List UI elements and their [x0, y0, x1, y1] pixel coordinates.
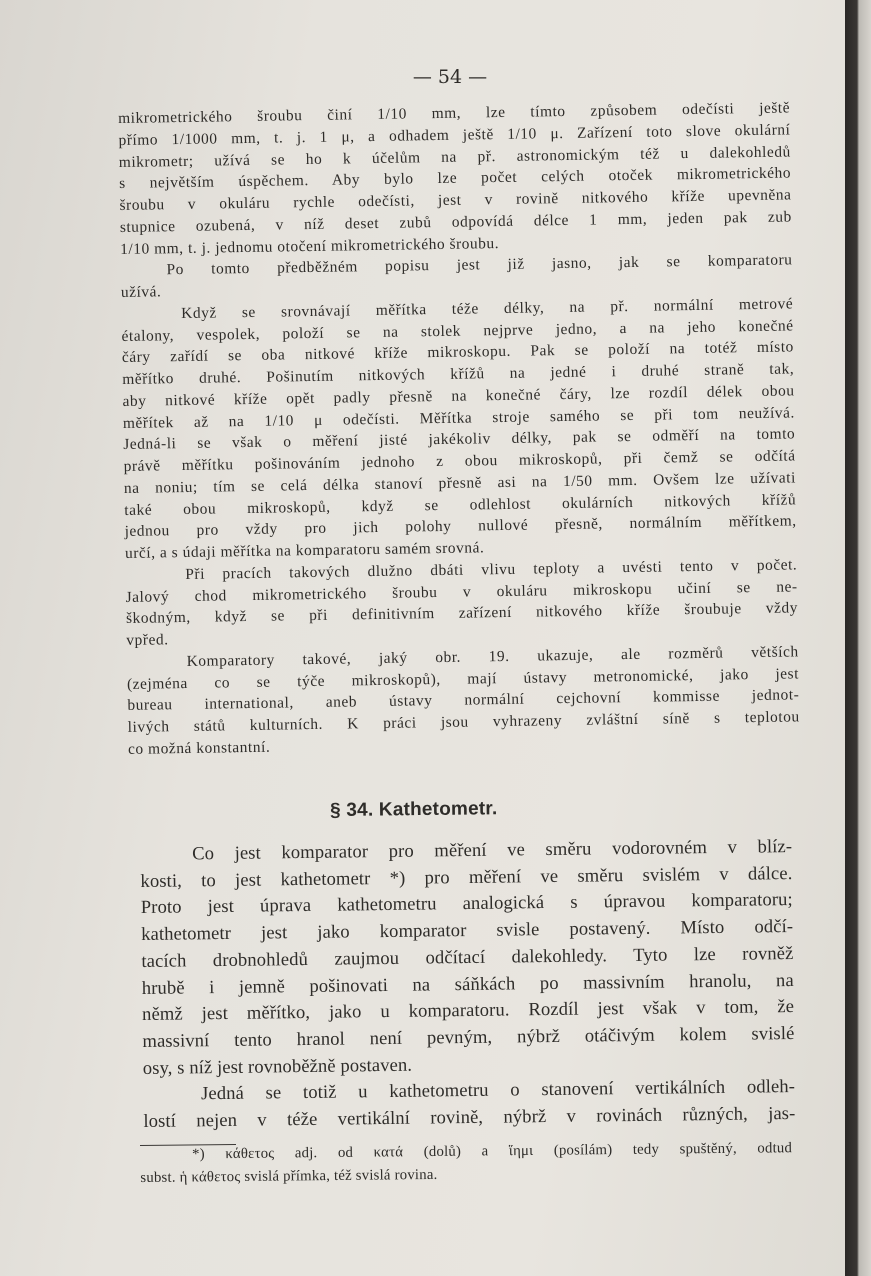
text-line: právě měřítku pošinováním jednoho z obou mikroskopů, při čemž se odčítá [123, 447, 796, 475]
page-number: — 54 — [412, 66, 488, 88]
text-line: étalony, vespolek, položí se na stolek nejprve jedno, a na jeho konečné [121, 316, 794, 345]
text-line: čáry zařídí se oba nitkové kříže mikroskopu. Pak se položí na totéž místo [121, 338, 794, 367]
text-line: osy, s níž jest rovnoběžně postaven. [142, 1054, 413, 1079]
body-text-large [140, 834, 796, 1136]
text-line: kathetometr jest jako komparator svisle postavený. Místo odčí- [141, 916, 794, 946]
text-line: škodným, když se při definitivním zařízení nitkového kříže šroubuje vždy [125, 599, 799, 628]
text-line: Když se srovnávají měřítka téže délky, na př. normální metrové [181, 295, 794, 322]
text-line: vpřed. [126, 631, 169, 649]
text-line: mikrometrického šroubu činí 1/10 mm, lze tímto způsobem odečísti ještě [118, 99, 791, 127]
footnote-line: *) κάθετος adj. od κατά (dolů) a ἵημι (posílám) tedy spuštěný, odtud [192, 1140, 793, 1163]
text-line: mikrometr; užívá se ho k účelům na př. astronomickým též u dalekohledů [118, 142, 791, 171]
text-line: lostí nejen v téže vertikální rovině, nýbrž v rovinách různých, jas- [143, 1103, 796, 1133]
book-binding-edge [845, 0, 871, 1276]
text-line: Proto jest úprava kathetometru analogická s úpravou komparatoru; [140, 889, 793, 919]
text-line: 1/10 mm, t. j. jednomu otočení mikrometrického šroubu. [120, 234, 500, 258]
text-line: tacích drobnohledů zaujmou odčítací dalekohledy. Tyto lze rovněž [141, 942, 794, 972]
footnote-line: subst. ἡ κάθετος svislá přímka, též svislá rovina. [140, 1166, 438, 1186]
text-line: bureau international, aneb ústavy normální cejchovní kommisse jednot- [127, 686, 800, 715]
text-line: Komparatory takové, jaký obr. 19. ukazuje, ale rozměrů větších [186, 643, 799, 670]
text-line: Co jest komparator pro měření ve směru vodorovném v blíz- [192, 836, 793, 865]
section-heading: § 34. Kathetometr. [330, 798, 498, 821]
text-line: určí, a s údaji měřítka na komparatoru samém srovná. [124, 539, 485, 562]
text-line: kosti, to jest kathetometr *) pro měření ve směru svislém v dálce. [140, 862, 793, 892]
text-line: Po tomto předběžném popisu jest již jasno, jak se komparatoru [166, 251, 793, 279]
text-line: co možná konstantní. [127, 738, 271, 758]
text-line: Jedná se totiž u kathetometru o stanovení vertikálních odleh- [200, 1076, 796, 1105]
text-line: Jalový chod mikrometrického šroubu v okuláru mikroskopu učiní se ne- [125, 577, 798, 606]
body-text-small [118, 97, 800, 760]
text-line: užívá. [120, 283, 162, 301]
text-line: šroubu v okuláru rychle odečísti, jest v rovině nitkového kříže upevněna [119, 186, 792, 214]
text-line: (zejména co se týče mikroskopů), mají ústavy metronomické, jako jest [126, 664, 800, 693]
text-line: měřítek až na 1/10 μ odečísti. Měřítka stroje samého se při tom neužívá. [122, 403, 795, 432]
text-line: massivní tento hranol není pevným, nýbrž otáčivým kolem svislé [142, 1022, 795, 1052]
text-line: také obou mikroskopů, když se odlehlost okulárních nitkových křížů [124, 490, 797, 519]
text-line: měřítko druhé. Pošinutím nitkových křížů na jedné i druhé straně tak, [122, 360, 795, 388]
text-line: Jedná-li se však o měření jisté jakékoliv délky, pak se odměří na tomto [123, 425, 796, 454]
text-line: s největším úspěchem. Aby bylo lze počet celých otoček mikrometrického [119, 164, 792, 193]
text-line: aby nitkové kříže opět padly přesně na konečné čáry, lze rozdíl délek obou [122, 382, 795, 410]
text-line: přímo 1/1000 mm, t. j. 1 μ, a odhadem ještě 1/10 μ. Zařízení toto slove okulární [118, 121, 791, 149]
text-line: Při pracích takových dlužno dbáti vlivu teploty a uvésti tento v počet. [185, 556, 798, 583]
footnotes [140, 1137, 792, 1190]
text-line: na noniu; tím se celá délka stanoví přesně asi na 1/50 mm. Ovšem lze užívati [123, 469, 797, 497]
text-line: livých států kulturních. K práci jsou vyhrazeny zvláštní síně s teplotou [127, 708, 800, 736]
text-line: stupnice ozubená, v níž deset zubů odpovídá délce 1 mm, jeden pak zub [119, 208, 792, 236]
text-line: hrubě i jemně pošinovati na sáňkách po massivním hranolu, na [141, 969, 794, 999]
text-line: němž jest měřítko, jako u komparatoru. Rozdíl jest však v tom, že [141, 996, 795, 1026]
text-line: jednou pro vždy pro jich polohy nullové přesně, normálním měřítkem, [124, 512, 797, 541]
